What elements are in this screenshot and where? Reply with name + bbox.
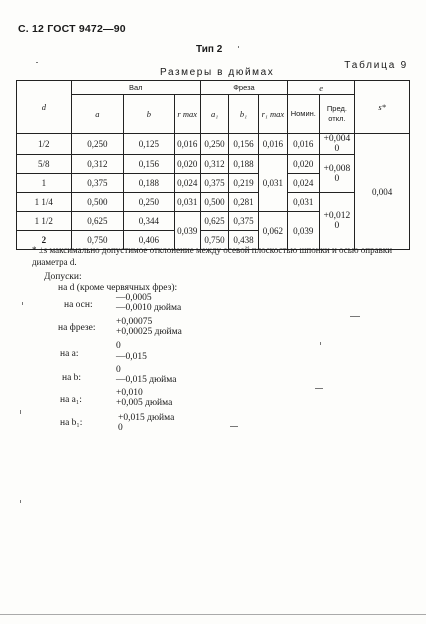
cell-b: 0,125: [124, 134, 174, 155]
header-r1: r₁ max: [258, 95, 287, 134]
cell-b: 0,156: [124, 155, 174, 174]
header-b: b: [124, 95, 174, 134]
cell-a1: 0,375: [200, 174, 228, 193]
cell-a: 0,312: [71, 155, 124, 174]
table-row: [17, 155, 410, 174]
cell-r1: 0,016: [258, 134, 287, 155]
cell-b: 0,188: [124, 174, 174, 193]
table-label: Таблица 9: [344, 60, 408, 71]
cell-b1: 0,156: [229, 134, 258, 155]
cell-b: 0,406: [124, 231, 174, 250]
header-e: e: [288, 81, 355, 95]
header-e-dev: Пред. откл.: [319, 95, 355, 134]
tolerance-value-a-1: 0: [116, 341, 121, 351]
dimensions-table: [16, 80, 410, 250]
cell-e-nom: 0,039: [288, 212, 320, 250]
tolerance-value-a1-1: +0,010: [116, 388, 143, 398]
cell-b: 0,250: [124, 193, 174, 212]
cell-r1: 0,031: [258, 155, 287, 212]
tolerance-label-shaft: на осн:: [64, 300, 93, 310]
header-cutter: Фреза: [200, 81, 287, 95]
tolerances-title: Допуски:: [44, 272, 82, 282]
cell-e-dev: +0,008 0: [319, 155, 355, 193]
cell-e-nom: 0,016: [288, 134, 320, 155]
cell-a1: 0,750: [200, 231, 228, 250]
tolerance-label-a: на a:: [60, 349, 79, 359]
header-r: r max: [174, 95, 200, 134]
footnote: * ±s максимально допустимое отклонение между осевой плоскостью шпонки и осью оправки диаметра d.: [32, 245, 393, 267]
tolerance-value-cutter-1: +0,00075: [116, 317, 153, 327]
scan-speck: [350, 316, 360, 317]
cell-d: 1 1/4: [17, 193, 72, 212]
cell-a1: 0,500: [200, 193, 228, 212]
cell-a: 0,375: [71, 174, 124, 193]
tolerance-value-cutter-2: +0,00025 дюйма: [116, 327, 182, 337]
cell-e-dev: +0,012 0: [319, 193, 355, 250]
cell-a: 0,250: [71, 134, 124, 155]
cell-e-nom: 0,020: [288, 155, 320, 174]
scan-speck: [20, 410, 21, 414]
cell-b1: 0,438: [229, 231, 258, 250]
table-caption: Размеры в дюймах: [160, 67, 275, 78]
cell-d: 2: [17, 231, 72, 250]
cell-b1: 0,219: [229, 174, 258, 193]
cell-r: 0,031: [174, 193, 200, 212]
scan-speck: [315, 388, 323, 389]
page-header: С. 12 ГОСТ 9472—90: [18, 23, 126, 35]
header-shaft: Вал: [71, 81, 200, 95]
cell-a: 0,500: [71, 193, 124, 212]
table-row: [17, 193, 410, 212]
header-e-nom: Номин.: [288, 95, 320, 134]
header-b1: b₁: [229, 95, 258, 134]
cell-r: 0,016: [174, 134, 200, 155]
cell-r: 0,039: [174, 212, 200, 250]
scan-speck: [230, 426, 238, 427]
tolerance-value-shaft-2: —0,0010 дюйма: [116, 303, 182, 313]
cell-a: 0,625: [71, 212, 124, 231]
cell-b1: 0,281: [229, 193, 258, 212]
header-s: s*: [355, 81, 410, 134]
cell-d: 5/8: [17, 155, 72, 174]
cell-d: 1: [17, 174, 72, 193]
header-d: d: [17, 81, 72, 134]
cell-r1: 0,062: [258, 212, 287, 250]
tolerances-subtitle: на d (кроме червячных фрез):: [58, 283, 178, 293]
scan-speck: [36, 62, 38, 63]
scan-speck: [22, 302, 23, 305]
tolerance-value-a1-2: +0,005 дюйма: [116, 398, 173, 408]
cell-e-nom: 0,031: [288, 193, 320, 212]
type-label: Тип 2: [196, 44, 223, 55]
page-edge-line: [0, 614, 426, 615]
tolerance-label-b1: на b₁:: [60, 418, 83, 428]
tolerance-label-cutter: на фрезе:: [58, 323, 96, 333]
cell-a1: 0,250: [200, 134, 228, 155]
cell-e-dev: +0,004 0: [319, 134, 355, 155]
scan-speck: [320, 342, 321, 345]
cell-d: 1/2: [17, 134, 72, 155]
cell-b1: 0,375: [229, 212, 258, 231]
tolerance-value-b-2: —0,015 дюйма: [116, 375, 177, 385]
cell-r: 0,020: [174, 155, 200, 174]
cell-r: 0,024: [174, 174, 200, 193]
tolerance-value-shaft-1: —0,0005: [116, 293, 152, 303]
table-row: [17, 134, 410, 155]
header-a: a: [71, 95, 124, 134]
cell-s: 0,004: [355, 134, 410, 250]
cell-a1: 0,312: [200, 155, 228, 174]
cell-a: 0,750: [71, 231, 124, 250]
cell-e-nom: 0,024: [288, 174, 320, 193]
header-a1: a₁: [200, 95, 228, 134]
tolerance-value-b-1: 0: [116, 365, 121, 375]
tolerance-value-b1-1: +0,015 дюйма: [118, 413, 175, 423]
tolerance-value-a-2: —0,015: [116, 352, 147, 362]
cell-b: 0,344: [124, 212, 174, 231]
tolerance-value-b1-2: 0: [118, 423, 123, 433]
scan-speck: [238, 46, 239, 48]
cell-a1: 0,625: [200, 212, 228, 231]
tolerance-label-b: на b:: [62, 373, 82, 383]
tolerance-label-a1: на a₁:: [60, 395, 82, 405]
cell-d: 1 1/2: [17, 212, 72, 231]
cell-b1: 0,188: [229, 155, 258, 174]
scan-speck: [20, 500, 21, 503]
